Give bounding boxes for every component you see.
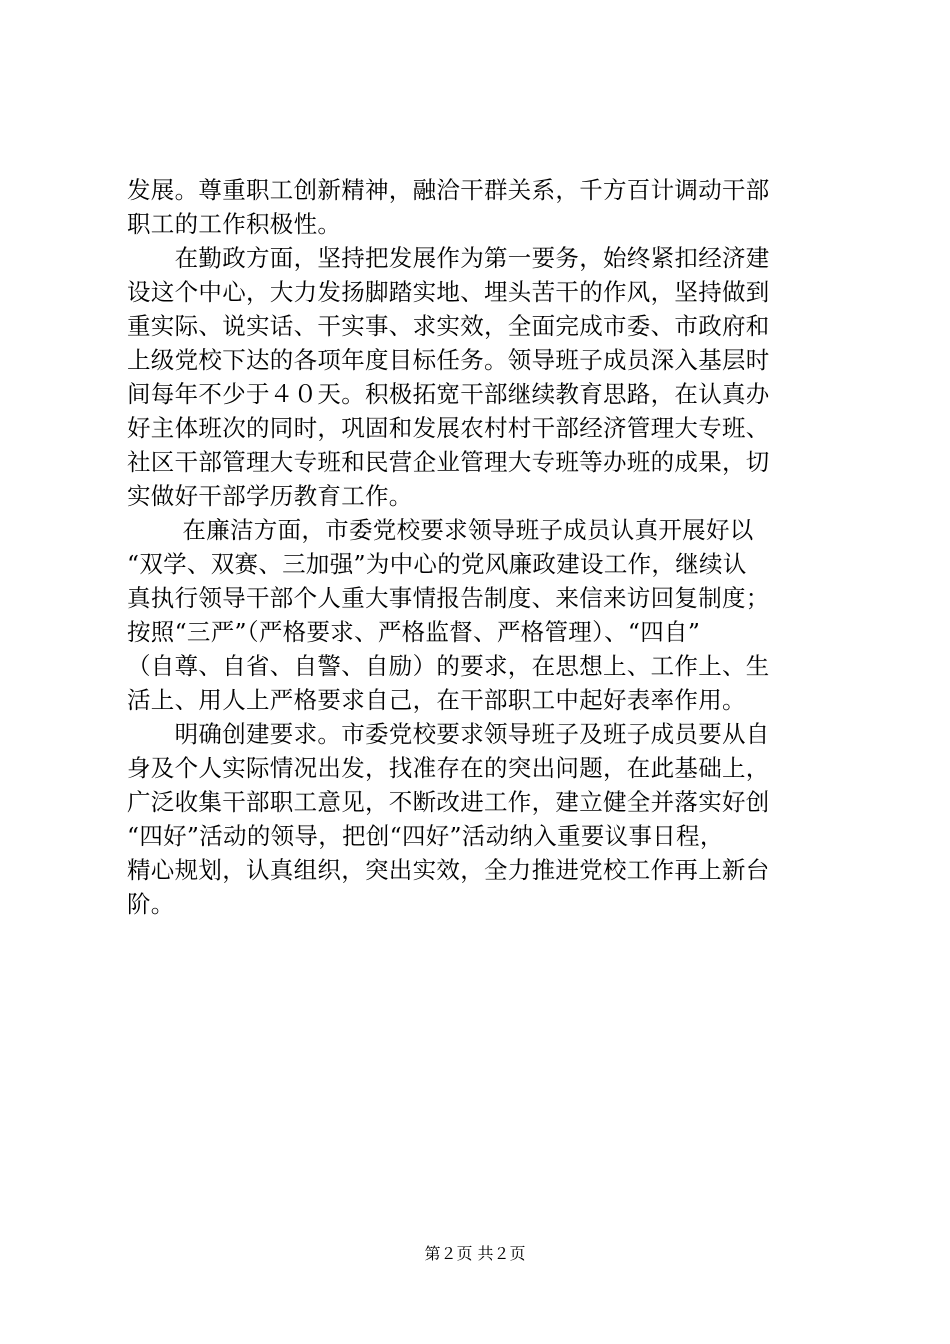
text-line: 发展。尊重职工创新精神，融洽干群关系，千方百计调动干部	[127, 176, 770, 204]
text-line: （自尊、自省、自警、自励）的要求，在思想上、工作上、生	[127, 652, 770, 680]
text-line: 设这个中心，大力发扬脚踏实地、埋头苦干的作风，坚持做到	[127, 278, 770, 306]
text-line: 按照“三严”（严格要求、严格监督、严格管理）、“四自”	[127, 618, 701, 646]
text-line: 职工的工作积极性。	[127, 210, 342, 238]
text-line: “双学、双赛、三加强”为中心的党风廉政建设工作，继续认	[127, 550, 747, 578]
document-body	[127, 173, 827, 921]
page-number: 第２页 共２页	[424, 1244, 526, 1263]
text-line: 精心规划，认真组织，突出实效，全力推进党校工作再上新台	[127, 856, 770, 884]
text-line: 在廉洁方面，市委党校要求领导班子成员认真开展好以	[127, 516, 754, 544]
text-line: 在勤政方面，坚持把发展作为第一要务，始终紧扣经济建	[127, 244, 770, 272]
text-line: 明确创建要求。市委党校要求领导班子及班子成员要从自	[127, 720, 770, 748]
text-line: 好主体班次的同时，巩固和发展农村村干部经济管理大专班、	[127, 414, 770, 442]
text-line: 广泛收集干部职工意见，不断改进工作，建立健全并落实好创	[127, 788, 770, 816]
text-line: 身及个人实际情况出发，找准存在的突出问题，在此基础上，	[127, 754, 770, 782]
text-line: “四好”活动的领导，把创“四好”活动纳入重要议事日程，	[127, 822, 724, 850]
text-line: 实做好干部学历教育工作。	[127, 482, 413, 510]
text-line: 真执行领导干部个人重大事情报告制度、来信来访回复制度；	[127, 584, 770, 612]
text-line: 重实际、说实话、干实事、求实效，全面完成市委、市政府和	[127, 312, 770, 340]
text-line: 社区干部管理大专班和民营企业管理大专班等办班的成果，切	[127, 448, 770, 476]
page-footer	[0, 1244, 950, 1264]
text-line: 活上、用人上严格要求自己，在干部职工中起好表率作用。	[127, 686, 746, 714]
text-line: 阶。	[127, 890, 175, 918]
text-line: 上级党校下达的各项年度目标任务。领导班子成员深入基层时	[127, 346, 770, 374]
text-line: 间每年不少于４０天。积极拓宽干部继续教育思路，在认真办	[127, 380, 770, 408]
